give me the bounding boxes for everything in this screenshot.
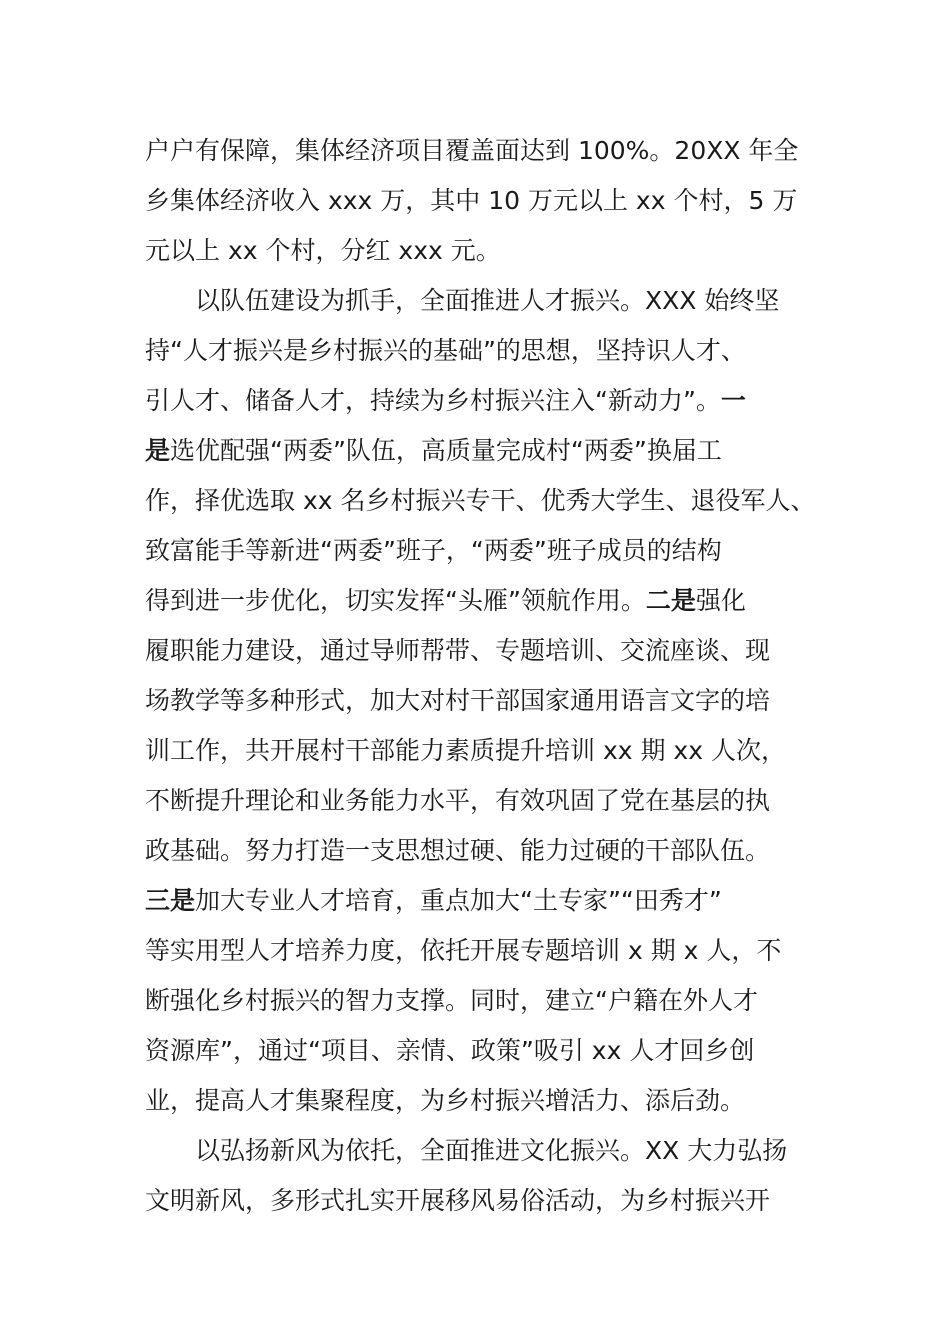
- text-segment: 元以上 xx 个村，分红 xxx 元。: [145, 236, 501, 265]
- text-segment: 强化: [695, 586, 746, 615]
- text-segment: 不断提升理论和业务能力水平，有效巩固了党在基层的执: [145, 786, 771, 815]
- text-segment: 引人才、储备人才，持续为乡村振兴注入“新动力”。: [145, 386, 721, 415]
- text-line: [145, 1026, 810, 1076]
- bold-text-segment: 是: [145, 436, 171, 465]
- text-segment: 履职能力建设，通过导师帮带、专题培训、交流座谈、现: [145, 636, 771, 665]
- text-line: [145, 176, 810, 226]
- text-segment: 等实用型人才培养力度，依托开展专题培训 x 期 x 人，不: [145, 936, 782, 965]
- text-line: [145, 926, 810, 976]
- text-line: [145, 726, 810, 776]
- text-line: [145, 876, 810, 926]
- bold-text-segment: 一: [720, 386, 746, 415]
- text-segment: 资源库”，通过“项目、亲情、政策”吸引 xx 人才回乡创: [145, 1036, 755, 1065]
- text-line: [145, 476, 816, 526]
- text-line: [145, 576, 810, 626]
- text-line: [145, 426, 810, 476]
- bold-text-segment: 三是: [145, 886, 196, 915]
- text-line: [145, 676, 810, 726]
- body-text: [145, 126, 816, 1226]
- text-line: [145, 626, 810, 676]
- text-line: [145, 1176, 810, 1226]
- text-line: [145, 326, 810, 376]
- text-segment: 得到进一步优化，切实发挥“头雁”领航作用。: [145, 586, 646, 615]
- text-segment: 作，择优选取 xx 名乡村振兴专干、优秀大学生、退役军人、: [145, 486, 816, 515]
- text-line: [145, 226, 810, 276]
- text-segment: 选优配强“两委”队伍，高质量完成村“两委”换届工: [170, 436, 722, 465]
- text-line: [145, 1076, 810, 1126]
- text-segment: 断强化乡村振兴的智力支撑。同时，建立“户籍在外人才: [145, 986, 758, 1015]
- text-line: [145, 376, 810, 426]
- text-segment: 致富能手等新进“两委”班子，“两委”班子成员的结构: [145, 536, 722, 565]
- text-segment: 加大专业人才培育，重点加大“土专家”“田秀才”: [195, 886, 722, 915]
- text-segment: 文明新风，多形式扎实开展移风易俗活动，为乡村振兴开: [145, 1186, 771, 1215]
- text-segment: 持“人才振兴是乡村振兴的基础”的思想，坚持识人才、: [145, 336, 746, 365]
- text-line: [145, 976, 810, 1026]
- text-segment: 场教学等多种形式，加大对村干部国家通用语言文字的培: [145, 686, 771, 715]
- text-line: [145, 276, 810, 326]
- text-segment: 训工作，共开展村干部能力素质提升培训 xx 期 xx 人次，: [145, 736, 786, 765]
- text-line: [145, 126, 810, 176]
- bold-text-segment: 二是: [645, 586, 696, 615]
- text-line: [145, 776, 810, 826]
- text-segment: 业，提高人才集聚程度，为乡村振兴增活力、添后劲。: [145, 1086, 746, 1115]
- text-segment: 户户有保障，集体经济项目覆盖面达到 100%。20XX 年全: [145, 136, 799, 165]
- text-line: [145, 826, 810, 876]
- text-segment: 以队伍建设为抓手，全面推进人才振兴。XXX 始终坚: [195, 286, 780, 315]
- text-line: [145, 526, 810, 576]
- text-line: [145, 1126, 810, 1176]
- text-segment: 以弘扬新风为依托，全面推进文化振兴。XX 大力弘扬: [195, 1136, 788, 1165]
- text-segment: 政基础。努力打造一支思想过硬、能力过硬的干部队伍。: [145, 836, 771, 865]
- text-segment: 乡集体经济收入 xxx 万，其中 10 万元以上 xx 个村，5 万: [145, 186, 798, 215]
